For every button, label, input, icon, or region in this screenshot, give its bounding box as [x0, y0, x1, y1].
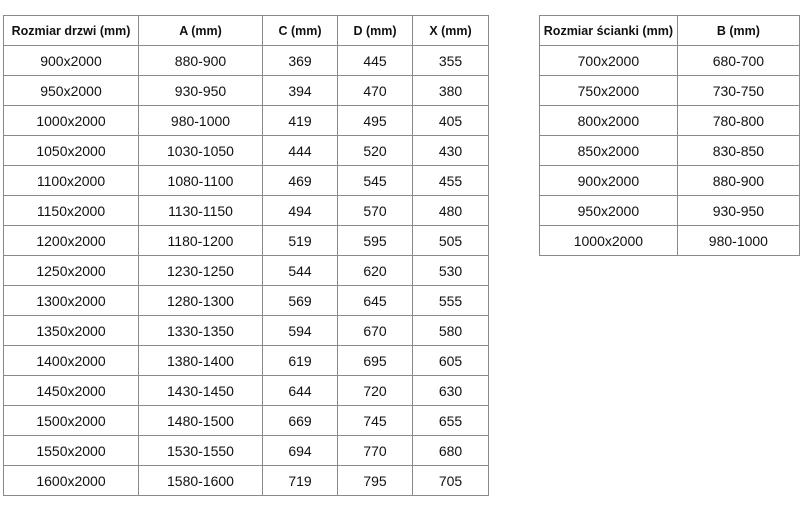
door-a-cell: 1030-1050 — [139, 136, 263, 166]
door-c-cell: 669 — [263, 406, 338, 436]
door-a-cell: 880-900 — [139, 46, 263, 76]
door-c-cell: 644 — [263, 376, 338, 406]
door-size-cell: 1300x2000 — [4, 286, 139, 316]
door-a-cell: 1080-1100 — [139, 166, 263, 196]
door-x-cell: 355 — [413, 46, 489, 76]
door-x-cell: 605 — [413, 346, 489, 376]
door-c-cell: 569 — [263, 286, 338, 316]
door-table-row — [4, 436, 489, 466]
door-a-cell: 1580-1600 — [139, 466, 263, 496]
wall-b-cell: 930-950 — [677, 196, 799, 226]
door-c-cell: 494 — [263, 196, 338, 226]
door-size-cell: 900x2000 — [4, 46, 139, 76]
wall-table-header-row — [540, 16, 800, 46]
door-size-cell: 1450x2000 — [4, 376, 139, 406]
door-size-cell: 1400x2000 — [4, 346, 139, 376]
door-c-cell: 369 — [263, 46, 338, 76]
wall-size-cell: 700x2000 — [540, 46, 678, 76]
door-c-cell: 719 — [263, 466, 338, 496]
door-size-cell: 1100x2000 — [4, 166, 139, 196]
door-x-cell: 580 — [413, 316, 489, 346]
wall-size-cell: 850x2000 — [540, 136, 678, 166]
wall-table-row — [540, 46, 800, 76]
door-x-cell: 405 — [413, 106, 489, 136]
door-x-cell: 705 — [413, 466, 489, 496]
wall-b-cell: 980-1000 — [677, 226, 799, 256]
wall-table-row — [540, 196, 800, 226]
wall-size-table — [539, 15, 800, 256]
wall-b-cell: 880-900 — [677, 166, 799, 196]
wall-size-cell: 950x2000 — [540, 196, 678, 226]
door-table-row — [4, 256, 489, 286]
wall-size-cell: 1000x2000 — [540, 226, 678, 256]
door-table-row — [4, 466, 489, 496]
door-table-row — [4, 106, 489, 136]
door-size-table — [3, 15, 489, 496]
door-d-cell: 445 — [338, 46, 413, 76]
wall-b-cell: 680-700 — [677, 46, 799, 76]
door-x-cell: 380 — [413, 76, 489, 106]
door-d-cell: 670 — [338, 316, 413, 346]
wall-header-size: Rozmiar ścianki (mm) — [540, 16, 678, 46]
door-a-cell: 1430-1450 — [139, 376, 263, 406]
door-d-cell: 520 — [338, 136, 413, 166]
door-x-cell: 680 — [413, 436, 489, 466]
door-table-row — [4, 196, 489, 226]
door-a-cell: 1280-1300 — [139, 286, 263, 316]
door-header-size: Rozmiar drzwi (mm) — [4, 16, 139, 46]
wall-table-row — [540, 106, 800, 136]
wall-table-row — [540, 166, 800, 196]
door-d-cell: 720 — [338, 376, 413, 406]
door-d-cell: 745 — [338, 406, 413, 436]
door-c-cell: 594 — [263, 316, 338, 346]
door-size-cell: 1350x2000 — [4, 316, 139, 346]
door-size-cell: 1250x2000 — [4, 256, 139, 286]
door-a-cell: 1330-1350 — [139, 316, 263, 346]
door-a-cell: 1230-1250 — [139, 256, 263, 286]
door-x-cell: 480 — [413, 196, 489, 226]
door-table-row — [4, 46, 489, 76]
door-a-cell: 1180-1200 — [139, 226, 263, 256]
door-header-d: D (mm) — [338, 16, 413, 46]
door-table-row — [4, 286, 489, 316]
door-d-cell: 595 — [338, 226, 413, 256]
door-x-cell: 455 — [413, 166, 489, 196]
door-c-cell: 469 — [263, 166, 338, 196]
wall-table-body — [540, 46, 800, 256]
wall-header-b: B (mm) — [677, 16, 799, 46]
wall-size-cell: 750x2000 — [540, 76, 678, 106]
door-size-cell: 1200x2000 — [4, 226, 139, 256]
door-header-x: X (mm) — [413, 16, 489, 46]
door-c-cell: 444 — [263, 136, 338, 166]
door-size-cell: 1550x2000 — [4, 436, 139, 466]
door-a-cell: 1480-1500 — [139, 406, 263, 436]
door-x-cell: 630 — [413, 376, 489, 406]
door-x-cell: 505 — [413, 226, 489, 256]
door-a-cell: 1380-1400 — [139, 346, 263, 376]
door-header-c: C (mm) — [263, 16, 338, 46]
door-x-cell: 530 — [413, 256, 489, 286]
door-size-cell: 1000x2000 — [4, 106, 139, 136]
door-a-cell: 1130-1150 — [139, 196, 263, 226]
door-a-cell: 1530-1550 — [139, 436, 263, 466]
door-table-row — [4, 76, 489, 106]
door-size-cell: 1600x2000 — [4, 466, 139, 496]
door-table-row — [4, 376, 489, 406]
door-c-cell: 544 — [263, 256, 338, 286]
door-a-cell: 930-950 — [139, 76, 263, 106]
door-d-cell: 645 — [338, 286, 413, 316]
door-x-cell: 430 — [413, 136, 489, 166]
door-table-row — [4, 136, 489, 166]
door-d-cell: 570 — [338, 196, 413, 226]
wall-size-cell: 800x2000 — [540, 106, 678, 136]
door-a-cell: 980-1000 — [139, 106, 263, 136]
door-table-row — [4, 406, 489, 436]
door-size-cell: 1050x2000 — [4, 136, 139, 166]
door-c-cell: 619 — [263, 346, 338, 376]
door-table-row — [4, 226, 489, 256]
door-table-row — [4, 166, 489, 196]
door-c-cell: 519 — [263, 226, 338, 256]
wall-b-cell: 780-800 — [677, 106, 799, 136]
door-d-cell: 545 — [338, 166, 413, 196]
door-x-cell: 555 — [413, 286, 489, 316]
door-table-body — [4, 46, 489, 496]
door-d-cell: 795 — [338, 466, 413, 496]
door-size-cell: 1150x2000 — [4, 196, 139, 226]
door-size-cell: 1500x2000 — [4, 406, 139, 436]
door-table-row — [4, 316, 489, 346]
wall-b-cell: 730-750 — [677, 76, 799, 106]
door-c-cell: 419 — [263, 106, 338, 136]
door-d-cell: 695 — [338, 346, 413, 376]
door-d-cell: 620 — [338, 256, 413, 286]
wall-table-row — [540, 136, 800, 166]
door-table-header-row — [4, 16, 489, 46]
door-d-cell: 495 — [338, 106, 413, 136]
wall-b-cell: 830-850 — [677, 136, 799, 166]
door-c-cell: 694 — [263, 436, 338, 466]
door-header-a: A (mm) — [139, 16, 263, 46]
door-d-cell: 470 — [338, 76, 413, 106]
door-d-cell: 770 — [338, 436, 413, 466]
door-c-cell: 394 — [263, 76, 338, 106]
door-size-cell: 950x2000 — [4, 76, 139, 106]
door-table-row — [4, 346, 489, 376]
wall-table-row — [540, 226, 800, 256]
wall-size-cell: 900x2000 — [540, 166, 678, 196]
wall-table-row — [540, 76, 800, 106]
door-x-cell: 655 — [413, 406, 489, 436]
